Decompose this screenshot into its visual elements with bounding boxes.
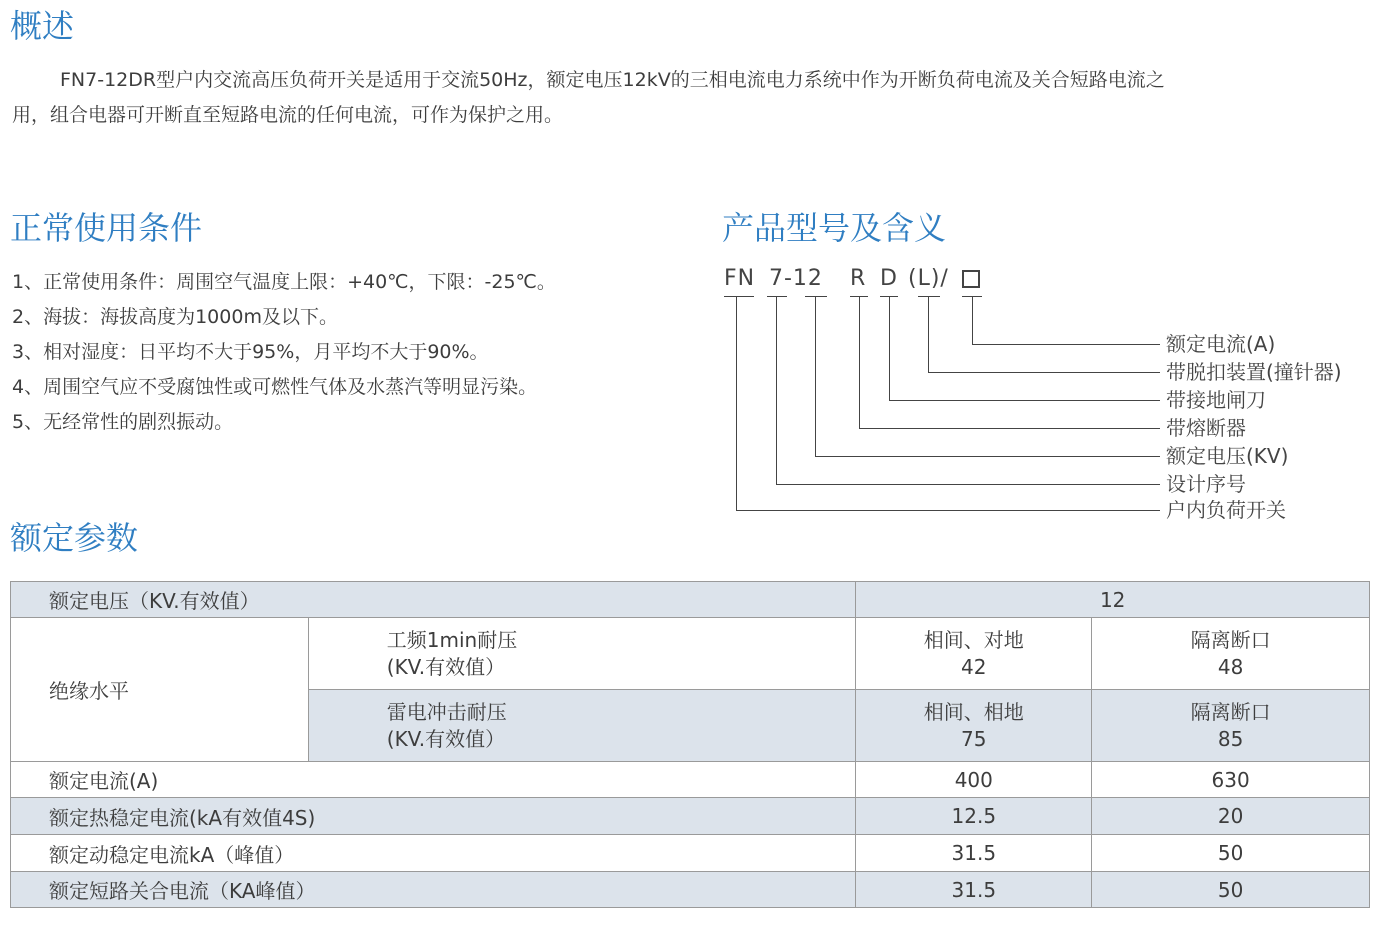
condition-item: 3、相对湿度：日平均不大于95%，月平均不大于90%。	[12, 341, 489, 363]
connector-line	[859, 296, 860, 428]
model-code-fn: FN	[724, 266, 756, 291]
code-underline	[767, 296, 787, 297]
lightning-phase-value: 75	[961, 726, 987, 751]
connector-line	[736, 510, 1160, 511]
condition-item: 2、海拔：海拔高度为1000m及以下。	[12, 306, 338, 328]
making-current-value-1: 31.5	[856, 872, 1092, 908]
condition-item: 5、无经常性的剧烈振动。	[12, 411, 234, 433]
code-underline	[918, 296, 940, 297]
insulation-label: 绝缘水平	[11, 618, 309, 762]
code-underline	[805, 296, 827, 297]
model-current-box	[962, 270, 980, 288]
model-code-earth: D	[880, 266, 898, 291]
ratings-table	[10, 581, 1370, 908]
table-row	[11, 582, 1370, 618]
power-freq-phase-label: 相间、对地	[923, 627, 1024, 652]
connector-line	[972, 344, 1160, 345]
lightning-isolating-label: 隔离断口	[1190, 699, 1271, 724]
dynamic-current-value-1: 31.5	[856, 835, 1092, 872]
table-row	[11, 835, 1370, 872]
connector-line	[928, 296, 929, 372]
lightning-label-line2: (KV.有效值）	[386, 726, 506, 751]
meaning-rated-current: 额定电流(A)	[1166, 332, 1276, 356]
overview-heading: 概述	[10, 7, 75, 45]
ratings-heading: 额定参数	[10, 519, 139, 557]
table-row	[11, 872, 1370, 908]
model-heading: 产品型号及含义	[722, 209, 947, 247]
rated-current-label: 额定电流(A)	[11, 762, 856, 798]
connector-line	[815, 456, 1160, 457]
connector-line	[776, 484, 1160, 485]
meaning-earthing-switch: 带接地闸刀	[1166, 388, 1266, 412]
table-row	[11, 762, 1370, 798]
dynamic-current-value-2: 50	[1092, 835, 1370, 872]
power-freq-label-line2: (KV.有效值）	[386, 654, 506, 679]
rated-current-value-1: 400	[856, 762, 1092, 798]
power-freq-label-line1: 工频1min耐压	[386, 627, 518, 652]
rated-current-value-2: 630	[1092, 762, 1370, 798]
power-freq-isolating-label: 隔离断口	[1190, 627, 1271, 652]
lightning-label-line1: 雷电冲击耐压	[386, 699, 507, 724]
conditions-heading: 正常使用条件	[10, 209, 203, 247]
connector-line	[889, 296, 890, 400]
meaning-design-number: 设计序号	[1166, 472, 1246, 496]
thermal-current-value-1: 12.5	[856, 798, 1092, 835]
table-row	[11, 798, 1370, 835]
power-freq-label	[308, 618, 856, 690]
making-current-value-2: 50	[1092, 872, 1370, 908]
power-freq-phase-value: 42	[961, 654, 987, 679]
table-row	[11, 618, 1370, 690]
connector-line	[736, 296, 737, 510]
lightning-phase-cell	[856, 690, 1092, 762]
connector-line	[859, 428, 1160, 429]
condition-item: 1、正常使用条件：周围空气温度上限：+40℃，下限：-25℃。	[12, 271, 556, 293]
condition-item: 4、周围空气应不受腐蚀性或可燃性气体及水蒸汽等明显污染。	[12, 376, 538, 398]
model-code-voltage: 7-12	[769, 266, 823, 291]
meaning-indoor-load-switch: 户内负荷开关	[1166, 498, 1286, 522]
lightning-phase-label: 相间、相地	[923, 699, 1024, 724]
rated-voltage-value: 12	[856, 582, 1370, 618]
connector-line	[815, 296, 816, 456]
rated-voltage-label: 额定电压（KV.有效值）	[11, 582, 856, 618]
lightning-label	[308, 690, 856, 762]
power-freq-isolating-cell	[1092, 618, 1370, 690]
meaning-rated-voltage: 额定电压(KV)	[1166, 444, 1289, 468]
lightning-isolating-cell	[1092, 690, 1370, 762]
connector-line	[928, 372, 1160, 373]
overview-line-2: 用，组合电器可开断直至短路电流的任何电流，可作为保护之用。	[12, 104, 564, 126]
power-freq-phase-cell	[856, 618, 1092, 690]
power-freq-isolating-value: 48	[1217, 654, 1244, 679]
model-code-fuse: R	[850, 266, 867, 291]
making-current-label: 额定短路关合电流（KA峰值）	[11, 872, 856, 908]
meaning-trip-device: 带脱扣装置(撞针器)	[1166, 360, 1342, 384]
model-code-trip: (L)/	[908, 266, 949, 291]
connector-line	[972, 296, 973, 344]
lightning-isolating-value: 85	[1217, 726, 1244, 751]
dynamic-current-label: 额定动稳定电流kA（峰值）	[11, 835, 856, 872]
meaning-fuse: 带熔断器	[1166, 416, 1246, 440]
code-underline	[724, 296, 754, 297]
thermal-current-value-2: 20	[1092, 798, 1370, 835]
connector-line	[776, 296, 777, 484]
connector-line	[889, 400, 1160, 401]
thermal-current-label: 额定热稳定电流(kA有效值4S)	[11, 798, 856, 835]
overview-line-1: FN7-12DR型户内交流高压负荷开关是适用于交流50Hz，额定电压12kV的三相电流电力系统中作为开断负荷电流及关合短路电流之	[60, 69, 1165, 91]
